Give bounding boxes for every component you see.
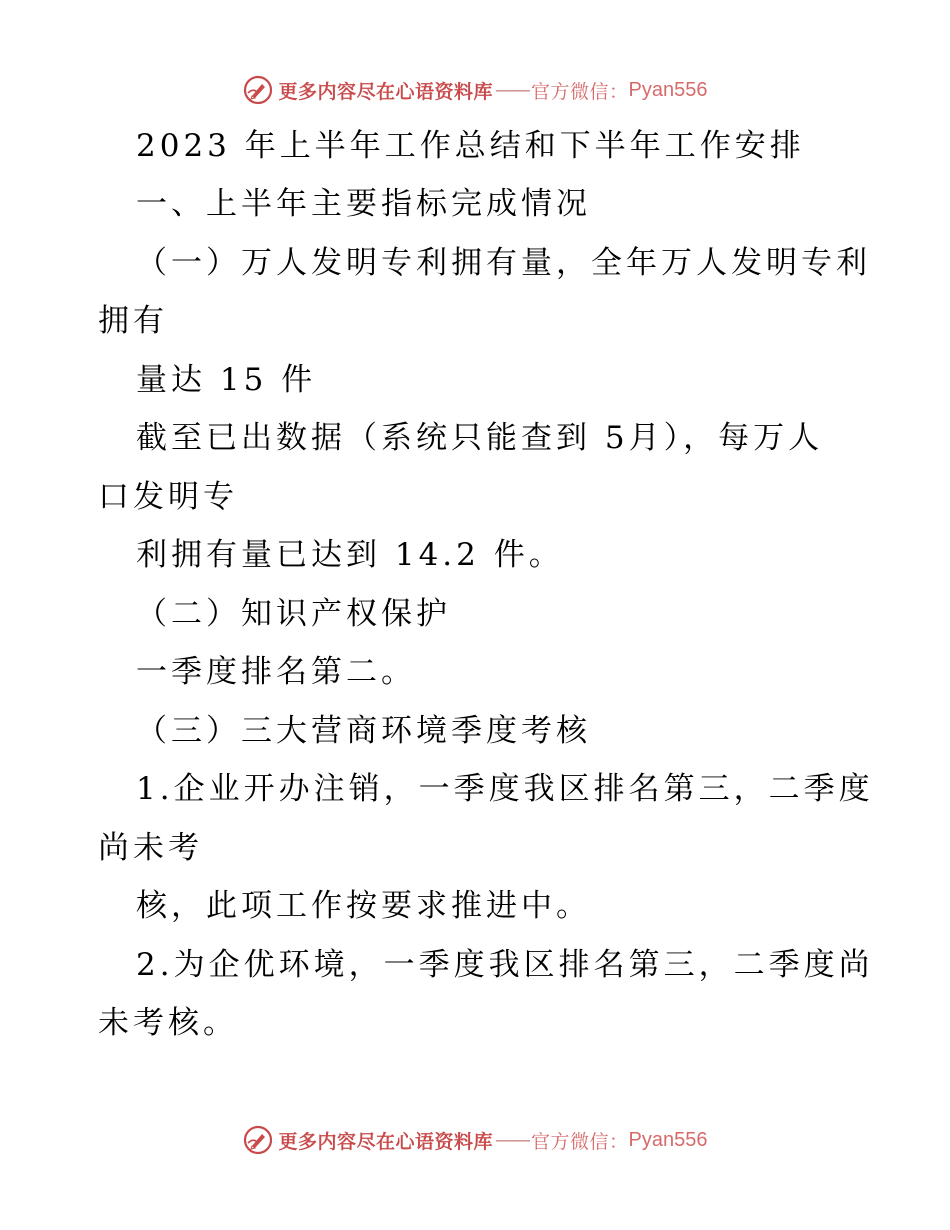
item-heading-1-cont: 拥有 — [98, 303, 168, 339]
banner-slogan: 更多内容尽在心语资料库 — [278, 80, 494, 103]
section-heading: 一、上半年主要指标完成情况 — [136, 186, 591, 222]
list-item-1-cont: 尚未考 — [98, 830, 203, 866]
list-item-1: 1.企业开办注销，一季度我区排名第三，二季度 — [136, 771, 874, 807]
list-item-2: 2.为企优环境，一季度我区排名第三，二季度尚 — [136, 947, 874, 983]
banner-wechat-label: 官方微信： — [531, 1130, 629, 1153]
footer-banner — [0, 1120, 950, 1160]
paragraph-line: 口发明专 — [98, 479, 238, 515]
banner-slogan: 更多内容尽在心语资料库 — [278, 1130, 494, 1153]
item-heading-1: （一）万人发明专利拥有量，全年万人发明专利 — [136, 245, 871, 281]
banner-dash: —— — [495, 1129, 530, 1151]
banner-wechat-id: Pyan556 — [628, 1128, 708, 1151]
list-item-1-cont2: 核，此项工作按要求推进中。 — [136, 888, 591, 924]
list-item-2-cont: 未考核。 — [98, 1005, 238, 1041]
banner-wechat-label: 官方微信： — [531, 80, 629, 103]
item-heading-1-cont2: 量达 15 件 — [136, 362, 317, 398]
item-heading-2: （二）知识产权保护 — [136, 596, 451, 632]
pen-logo-icon — [243, 1125, 273, 1155]
paragraph-line: 截至已出数据（系统只能查到 5月），每万人 — [136, 420, 824, 456]
banner-dash: —— — [495, 79, 530, 101]
header-banner — [0, 70, 950, 110]
document-title: 2023 年上半年工作总结和下半年工作安排 — [136, 128, 805, 164]
item-heading-3: （三）三大营商环境季度考核 — [136, 713, 591, 749]
paragraph-line: 一季度排名第二。 — [136, 654, 416, 690]
banner-wechat-id: Pyan556 — [628, 78, 708, 101]
pen-logo-icon — [243, 75, 273, 105]
paragraph-line: 利拥有量已达到 14.2 件。 — [136, 537, 564, 573]
